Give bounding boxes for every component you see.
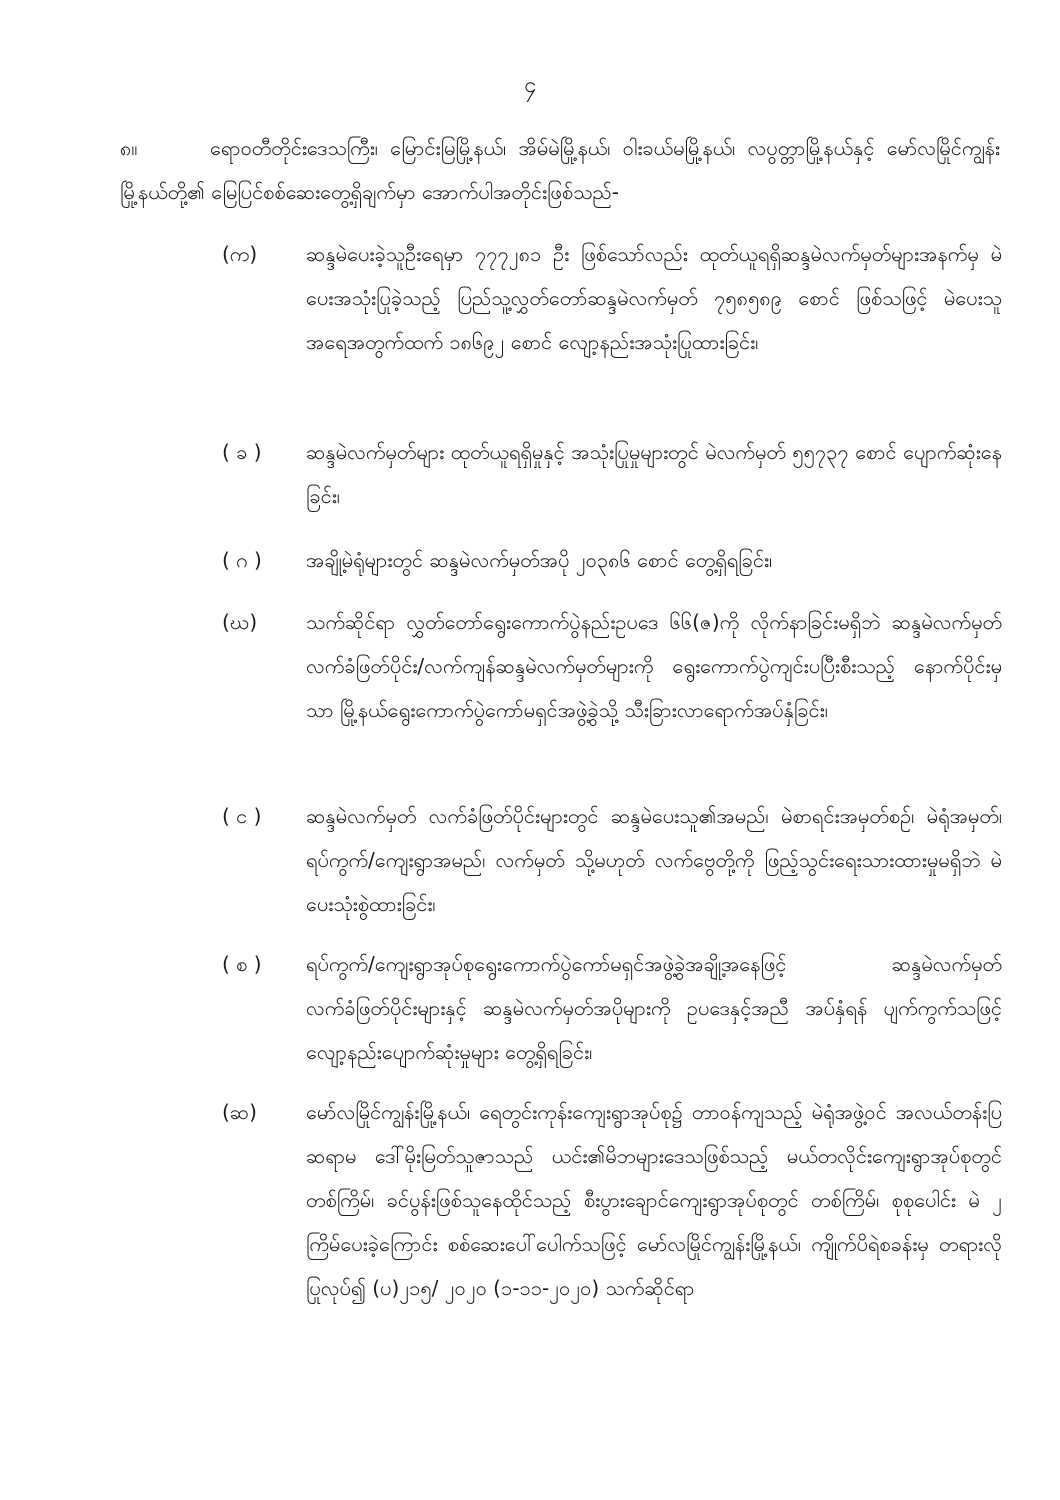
list-item xyxy=(222,538,1002,582)
list-item xyxy=(222,1090,1002,1310)
item-marker: ( ဂ ) xyxy=(222,548,262,572)
item-text: ရပ်ကွက်/ကျေးရွာအုပ်စုရွေးကောက်ပွဲကော်မရှင်အဖွဲ့ခွဲအချို့အနေဖြင့် ဆန္ဒမဲလက်မှတ်လက်ခံဖြတ်ပိုင်းများနှင့် ဆန္ဒမဲလက်မှတ်အပိုများကို ဥပဒေနှင့်အညီ အပ်နှံရန် ပျက်ကွက်သဖြင့် လျော့နည်းပျောက်ဆုံးမှုများ တွေ့ရှိရခြင်း၊ xyxy=(306,952,1002,1064)
paragraph-8 xyxy=(120,126,1000,214)
item-text: အချို့မဲရုံများတွင် ဆန္ဒမဲလက်မှတ်အပို ၂၀၃၈၆ စောင် တွေ့ရှိရခြင်း၊ xyxy=(306,548,773,572)
item-text: သက်ဆိုင်ရာ လွှတ်တော်ရွေးကောက်ပွဲနည်းဥပဒေ ၆၆(ဇ)ကို လိုက်နာခြင်းမရှိဘဲ ဆန္ဒမဲလက်မှတ် လက်ခံဖြတ်ပိုင်း/လက်ကျန်ဆန္ဒမဲလက်မှတ်များကို ရွေးကောက်ပွဲကျင်းပပြီးစီးသည့် နောက်ပိုင်းမှသာ မြို့နယ်ရွေးကောက်ပွဲကော်မရှင်အဖွဲ့ခွဲသို့ သီးခြားလာရောက်အပ်နှံခြင်း၊ xyxy=(306,610,1002,722)
list-item xyxy=(222,232,1002,364)
item-marker: (က) xyxy=(222,242,258,266)
item-text: ဆန္ဒမဲပေးခဲ့သူဦးရေမှာ ၇၇၇၂၈၁ ဦး ဖြစ်သော်လည်း ထုတ်ယူရရှိဆန္ဒမဲလက်မှတ်များအနက်မှ မဲပေးအသုံးပြုခဲ့သည့် ပြည်သူ့လွှတ်တော်ဆန္ဒမဲလက်မှတ် ၇၅၈၅၈၉ စောင် ဖြစ်သဖြင့် မဲပေးသူအရေအတွက်ထက် ၁၈၆၉၂ စောင် လျော့နည်းအသုံးပြုထားခြင်း၊ xyxy=(306,242,1002,354)
item-text: မော်လမြိုင်ကျွန်းမြို့နယ်၊ ရေတွင်းကုန်းကျေးရွာအုပ်စု၌ တာဝန်ကျသည့် မဲရုံအဖွဲ့ဝင် အလယ်တန်းပြဆရာမ ဒေါ်မိုးမြတ်သူဇာသည် ယင်း၏မိဘများဒေသဖြစ်သည့် မယ်တလိုင်းကျေးရွာအုပ်စုတွင် တစ်ကြိမ်၊ ခင်ပွန်းဖြစ်သူနေထိုင်သည့် စီးပွားချောင်ကျေးရွာအုပ်စုတွင် တစ်ကြိမ်၊ စုစုပေါင်း မဲ ၂ ကြိမ်ပေးခဲ့ကြောင်း စစ်ဆေးပေါ်ပေါက်သဖြင့် မော်လမြိုင်ကျွန်းမြို့နယ်၊ ကျိုက်ပိရဲစခန်းမှ တရားလိုပြုလုပ်၍ (ပ)၂၁၅/ ၂၀၂၀ (၁-၁၁-၂၀၂၀) သက်ဆိုင်ရာ xyxy=(306,1100,1002,1300)
item-marker: (ဆ) xyxy=(222,1100,257,1124)
paragraph-number: ၈။ xyxy=(120,136,138,160)
list-item xyxy=(222,794,1002,926)
item-text: ဆန္ဒမဲလက်မှတ် လက်ခံဖြတ်ပိုင်းများတွင် ဆန္ဒမဲပေးသူ၏အမည်၊ မဲစာရင်းအမှတ်စဉ်၊ မဲရုံအမှတ်၊ ရပ်ကွက်/ကျေးရွာအမည်၊ လက်မှတ် သို့မဟုတ် လက်ဗွေတို့ကို ဖြည့်သွင်းရေးသားထားမှုမရှိဘဲ မဲပေးသုံးစွဲထားခြင်း၊ xyxy=(306,804,1002,916)
item-marker: ( ခ ) xyxy=(222,440,262,464)
list-item xyxy=(222,600,1002,732)
list-item xyxy=(222,942,1002,1074)
item-marker: ( စ ) xyxy=(222,952,262,976)
item-text: ဆန္ဒမဲလက်မှတ်များ ထုတ်ယူရရှိမှုနှင့် အသုံးပြုမှုများတွင် မဲလက်မှတ် ၅၅၇၃၇ စောင် ပျောက်ဆုံးနေခြင်း၊ xyxy=(306,440,1002,508)
item-marker: (ဃ) xyxy=(222,610,258,634)
list-item xyxy=(222,430,1002,518)
paragraph-text: ရောဝတီတိုင်းဒေသကြီး၊ မြောင်းမြမြို့နယ်၊ အိမ်မဲမြို့နယ်၊ ဝါးခယ်မမြို့နယ်၊ လပွတ္တာမြို့နယ်နှင့် မော်လမြိုင်ကျွန်းမြို့နယ်တို့၏ မြေပြင်စစ်ဆေးတွေ့ရှိချက်မှာ အောက်ပါအတိုင်းဖြစ်သည်- xyxy=(120,136,1000,204)
page-number: ၄ xyxy=(523,73,537,98)
item-marker: ( င ) xyxy=(222,804,262,828)
